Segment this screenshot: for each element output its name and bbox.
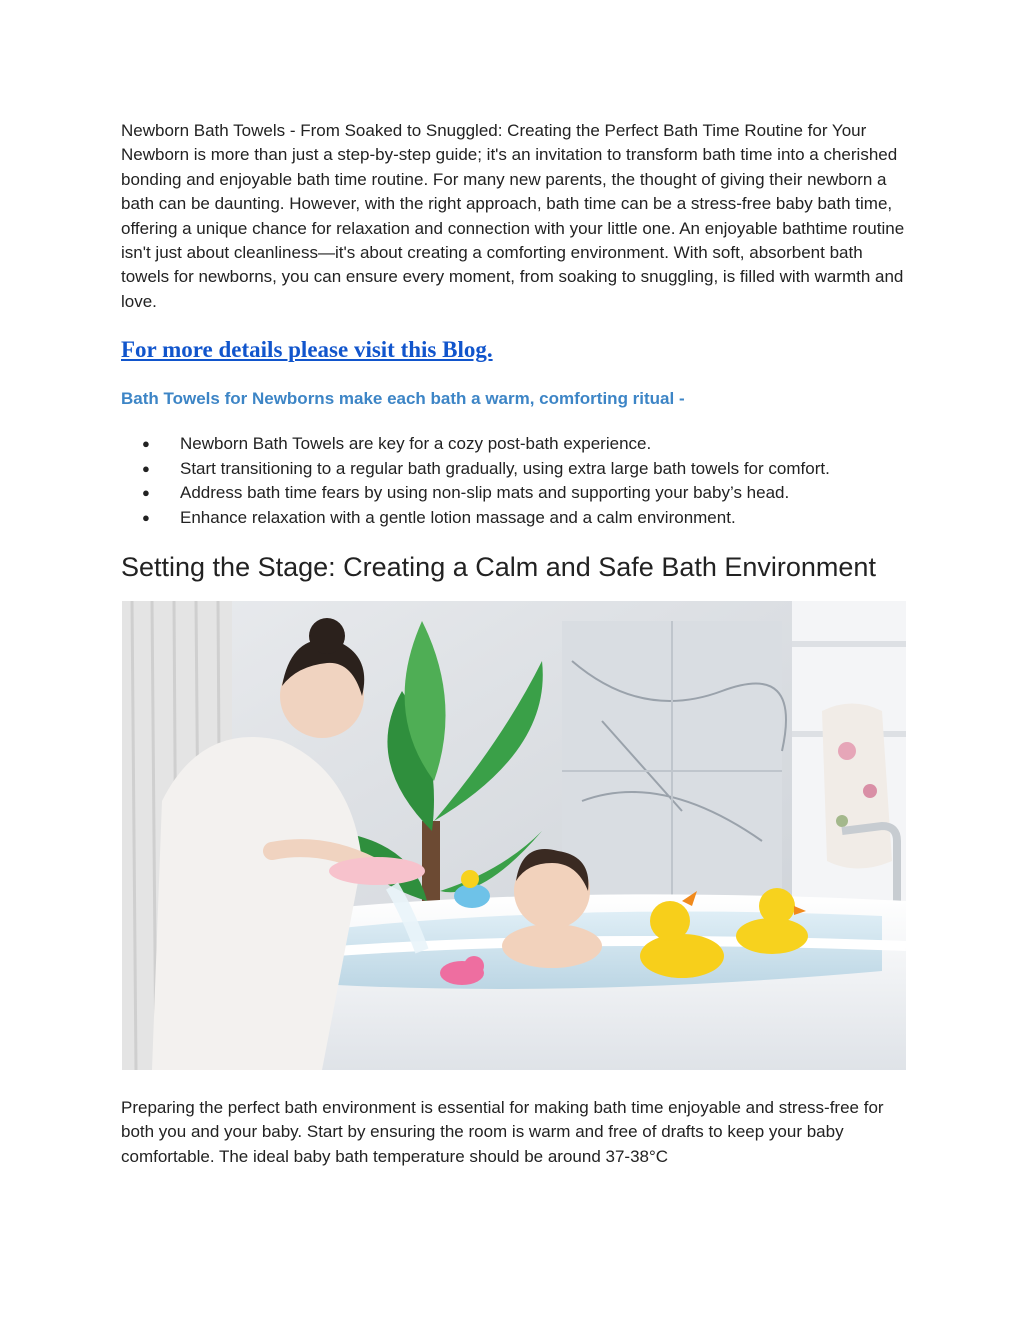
list-item (121, 506, 907, 531)
list-item (121, 432, 907, 457)
bullet-icon: ● (142, 485, 150, 500)
bullet-text: Enhance relaxation with a gentle lotion massage and a calm environment. (180, 507, 736, 527)
intro-paragraph: Newborn Bath Towels - From Soaked to Snuggled: Creating the Perfect Bath Time Routine for Your Newborn is more than just a step-by-step guide; it's an invitation to transform bath time into a cherished bonding and enjoyable bath time routine. For many new parents, the thought of giving their newborn a bath can be daunting. However, with the right approach, bath time can be a stress-free baby bath time, offering a unique chance for relaxation and connection with your little one. An enjoyable bathtime routine isn't just about cleanliness—it's about creating a comforting environment. With soft, absorbent bath towels for newborns, you can ensure every moment, from soaking to snuggling, is filled with warmth and love. (121, 121, 905, 311)
bullet-text: Address bath time fears by using non-slip mats and supporting your baby’s head. (180, 483, 790, 502)
bullet-text: Newborn Bath Towels are key for a cozy post-bath experience. (180, 434, 652, 453)
bullet-icon: ● (142, 460, 150, 476)
blog-link[interactable]: For more details please visit this Blog. (121, 337, 493, 362)
list-item (121, 481, 907, 506)
bullet-text: Start transitioning to a regular bath gradually, using extra large bath towels for comfort. (180, 458, 830, 478)
section-heading: Setting the Stage: Creating a Calm and Safe Bath Environment (121, 552, 876, 582)
bullet-icon: ● (142, 509, 150, 525)
bullet-icon: ● (142, 436, 150, 451)
bath-scene-image (122, 601, 906, 1070)
bullet-list (121, 432, 907, 530)
subheading: Bath Towels for Newborns make each bath a warm, comforting ritual - (121, 389, 685, 408)
list-item (121, 457, 907, 482)
body-paragraph: Preparing the perfect bath environment is essential for making bath time enjoyable and stress-free for both you and your baby. Start by ensuring the room is warm and free of drafts to keep your baby comfortable. The ideal baby bath temperature should be around 37-38°C (121, 1098, 884, 1166)
